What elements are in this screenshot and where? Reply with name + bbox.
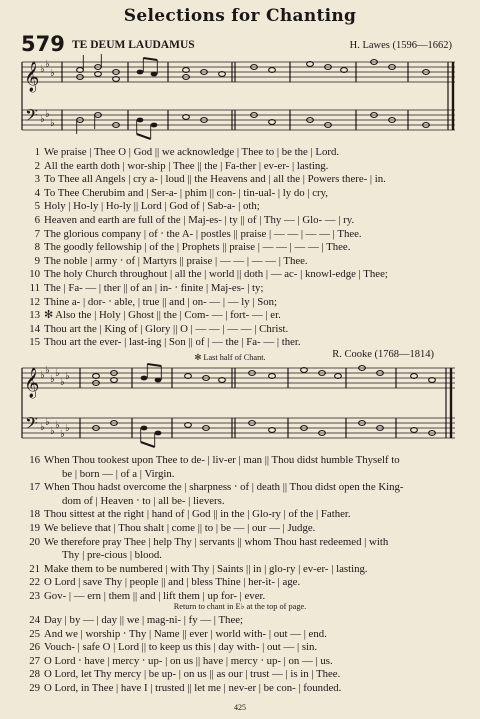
verse-text: ✻ Also the | Holy | Ghost || the | Com- — | fort- — | er.	[44, 309, 281, 322]
verse-number: 11	[29, 281, 40, 294]
verse-text: Thou art the | King of | Glory || O | — — | — — | Christ.	[44, 322, 289, 335]
verse-line	[0, 563, 480, 577]
hymn-number: 579	[21, 32, 65, 56]
last-half-footnote: ✻ Last half of Chant.	[194, 353, 266, 362]
verse-text: All the earth doth | wor-ship | Thee || the | Fa-ther | ev-er- | lasting.	[44, 159, 329, 172]
verse-line	[0, 481, 480, 508]
music-system-1	[0, 54, 480, 146]
verse-number: 6	[34, 213, 40, 226]
verse-number: 3	[34, 173, 40, 186]
verse-list-b	[0, 454, 480, 604]
composer-cooke: R. Cooke (1768—1814)	[332, 349, 434, 360]
verse-line	[0, 628, 480, 642]
verse-text: Make them to be numbered | with Thy | Saints || in | glo-ry | ev-er- | lasting.	[44, 562, 368, 575]
verse-line	[0, 268, 480, 282]
svg-text:♭: ♭	[65, 371, 70, 382]
verse-text-continued: Thy | pre-cious | blood.	[62, 549, 162, 562]
svg-text:𝄢: 𝄢	[25, 105, 38, 129]
verse-text: O Lord | save Thy | people || and | bless Thine | her-it- | age.	[44, 576, 301, 589]
svg-text:♭: ♭	[60, 429, 65, 440]
verse-text: Vouch- | safe O | Lord || to keep us this | day with- | out — | sin.	[44, 641, 318, 654]
verse-text: The | Fa- — | ther || of an | in- ‧ finite | Maj-es- | ty;	[44, 281, 264, 294]
verse-line	[0, 668, 480, 682]
svg-text:♭: ♭	[45, 417, 50, 428]
verse-line	[0, 309, 480, 323]
verse-text: Day | by — | day || we | mag-ni- | fy — | Thee;	[44, 614, 244, 626]
verse-number: 29	[29, 681, 40, 694]
verse-number: 22	[29, 576, 40, 589]
verse-number: 25	[29, 627, 40, 640]
verse-number: 2	[34, 159, 40, 172]
svg-text:♭: ♭	[40, 64, 45, 75]
verse-line	[0, 173, 480, 187]
verse-line	[0, 160, 480, 174]
verse-number: 15	[29, 336, 40, 349]
verse-text: O Lord, in Thee | have I | trusted || let me | nev-er | be con- | founded.	[44, 681, 342, 694]
verse-number: 17	[29, 481, 40, 494]
verse-text: Thou sittest at the right | hand of | God || in the | Glo-ry | of the | Father.	[44, 508, 351, 521]
svg-text:♭: ♭	[60, 377, 65, 388]
verse-number: 28	[29, 668, 40, 681]
svg-text:♭: ♭	[45, 109, 50, 120]
music-system-2	[0, 360, 480, 450]
verse-line	[0, 323, 480, 337]
svg-text:♭: ♭	[45, 59, 50, 70]
verse-number: 10	[29, 268, 40, 281]
return-note: Return to chant in E♭ at the top of page.	[173, 602, 307, 611]
verse-text: When Thou hadst overcome the | sharpness ‧ of | death || Thou didst open the King-	[44, 481, 404, 494]
verse-line	[0, 296, 480, 310]
verse-number: 24	[29, 614, 40, 626]
verse-number: 27	[29, 654, 40, 667]
verse-line	[0, 641, 480, 655]
verse-text: Holy | Ho-ly | Ho-ly || Lord | God of | Sab-a- | oth;	[44, 200, 260, 213]
verse-number: 12	[29, 295, 40, 308]
verse-text: The goodly fellowship | of the | Prophets || praise | — — | — — | Thee.	[44, 241, 351, 254]
verse-number: 9	[34, 254, 40, 267]
verse-line	[0, 508, 480, 522]
verse-line	[0, 146, 480, 160]
verse-number: 19	[29, 521, 40, 534]
verse-text: O Lord ‧ have | mercy ‧ up- | on us || have | mercy ‧ up- | on — | us.	[44, 654, 333, 667]
verse-line	[0, 228, 480, 242]
verse-text-continued: be | born — | of a | Virgin.	[62, 467, 175, 480]
verse-line	[0, 655, 480, 669]
verse-number: 5	[34, 200, 40, 213]
composer-lawes: H. Lawes (1596—1662)	[349, 40, 452, 51]
page-heading: Selections for Chanting	[123, 6, 357, 26]
verse-text: When Thou tookest upon Thee to de- | liv-er | man || Thou didst humble Thyself to	[44, 454, 400, 466]
verse-text: The holy Church throughout | all the | world || doth | — ac- | knowl-edge | Thee;	[44, 268, 388, 281]
svg-text:♭: ♭	[50, 426, 55, 437]
verse-number: 21	[29, 562, 40, 575]
verse-line	[0, 241, 480, 255]
verse-number: 4	[34, 186, 40, 199]
verse-text: Thou art the ever- | last-ing | Son || of | — the | Fa- — | ther.	[44, 336, 301, 349]
verse-text: Heaven and earth are full of the | Maj-es- | ty || of | Thy — | Glo- — | ry.	[44, 213, 355, 226]
svg-text:♭: ♭	[45, 365, 50, 376]
verse-text: And we | worship ‧ Thy | Name || ever | world with- | out — | end.	[44, 627, 327, 640]
verse-list-a	[0, 146, 480, 350]
verse-text: O Lord, let Thy mercy | be up- | on us || as our | trust — | is in | Thee.	[44, 668, 341, 681]
verse-line	[0, 454, 480, 481]
verse-text: We therefore pray Thee | help Thy | servants || whom Thou hast redeemed | with	[44, 535, 389, 548]
verse-number: 8	[34, 241, 40, 254]
svg-text:♭: ♭	[55, 420, 60, 431]
verse-line	[0, 187, 480, 201]
verse-list-c	[0, 614, 480, 696]
svg-text:♭: ♭	[65, 423, 70, 434]
verse-number: 23	[29, 589, 40, 602]
verse-number: 13	[29, 309, 40, 322]
verse-line	[0, 522, 480, 536]
svg-text:♭: ♭	[50, 68, 55, 79]
svg-text:♭: ♭	[40, 422, 45, 433]
verse-text: To Thee all Angels | cry a- | loud || the Heavens and | all the | Powers there- | in.	[44, 173, 386, 186]
verse-line	[0, 200, 480, 214]
svg-text:𝄢: 𝄢	[25, 413, 38, 437]
svg-text:𝄞: 𝄞	[24, 62, 40, 92]
verse-text: Gov- | — ern | them || and | lift them | up for- | ever.	[44, 589, 266, 602]
verse-number: 7	[34, 227, 40, 240]
verse-text: We praise | Thee O | God || we acknowledge | Thee to | be the | Lord.	[44, 146, 340, 158]
verse-number: 26	[29, 641, 40, 654]
svg-text:♭: ♭	[55, 368, 60, 379]
verse-line	[0, 336, 480, 350]
svg-text:♭: ♭	[40, 370, 45, 381]
verse-line	[0, 682, 480, 696]
svg-text:♭: ♭	[50, 374, 55, 385]
verse-line	[0, 282, 480, 296]
verse-number: 14	[29, 322, 40, 335]
verse-number: 18	[29, 508, 40, 521]
verse-line	[0, 214, 480, 228]
svg-text:♭: ♭	[40, 114, 45, 125]
verse-text: To Thee Cherubim and | Ser-a- | phim || con- | tin-ual- | ly do | cry,	[44, 186, 329, 199]
verse-text: The glorious company | of ‧ the A- | postles || praise | — — | — — | Thee.	[44, 227, 362, 240]
verse-line	[0, 576, 480, 590]
verse-line	[0, 536, 480, 563]
verse-line	[0, 614, 480, 628]
verse-number: 16	[29, 454, 40, 466]
verse-text: We believe that | Thou shalt | come || to | be — | our — | Judge.	[44, 521, 316, 534]
verse-text: Thine a- | dor- ‧ able, | true || and | on- — | — ly | Son;	[44, 295, 278, 308]
verse-number: 1	[34, 146, 40, 158]
verse-number: 20	[29, 535, 40, 548]
svg-text:𝄞: 𝄞	[24, 368, 40, 398]
verse-line	[0, 255, 480, 269]
verse-text: The noble | army ‧ of | Martyrs || praise | — — | — — | Thee.	[44, 254, 308, 267]
verse-text-continued: dom of | Heaven ‧ to | all be- | lievers.	[62, 494, 225, 507]
hymn-title: TE DEUM LAUDAMUS	[72, 39, 195, 51]
page-number: 425	[234, 703, 246, 712]
svg-text:♭: ♭	[50, 118, 55, 129]
